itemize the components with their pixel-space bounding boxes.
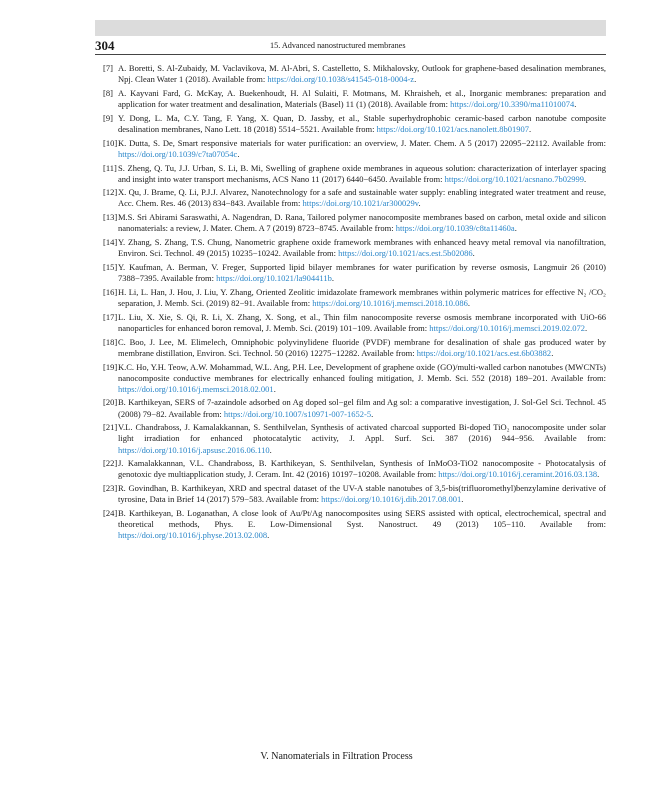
reference-tail: . — [461, 494, 464, 505]
page-footer — [0, 751, 648, 762]
reference-doi-link[interactable]: https://doi.org/10.1016/j.memsci.2018.10.086 — [312, 297, 468, 308]
reference-text: K.C. Ho, Y.H. Teow, A.W. Mohammad, W.L. Ang, P.H. Lee, Development of graphene oxide (GO)/multi-walled carbon nanotubes (MWCNTs) nanocomposite conductive membranes for electrically enhanced fouling mitigation, J. Memb. Sci. 552 (2018) 189−201. Available from: — [118, 361, 606, 383]
part-title: V. Nanomaterials in Filtration Process — [260, 751, 413, 762]
reference-doi-link[interactable]: https://doi.org/10.1016/j.dib.2017.08.001 — [321, 494, 462, 505]
reference-doi-link[interactable]: https://doi.org/10.1007/s10971-007-1652-5 — [223, 408, 372, 419]
reference-tail: . — [574, 98, 577, 109]
reference-item — [95, 422, 606, 455]
reference-doi-link[interactable]: https://doi.org/10.1016/j.memsci.2019.02.072 — [429, 322, 585, 333]
reference-item — [95, 113, 606, 135]
reference-item — [95, 212, 606, 234]
reference-number: [10] — [103, 137, 118, 148]
reference-tail: . — [418, 198, 421, 209]
reference-doi-link[interactable]: https://doi.org/10.1039/c8ta11460a — [395, 223, 515, 234]
reference-doi-link[interactable]: https://doi.org/10.1016/j.physe.2013.02.008 — [118, 530, 268, 541]
reference-tail: . — [331, 273, 334, 284]
reference-number: [13] — [103, 212, 118, 223]
reference-tail: . — [237, 148, 240, 159]
reference-doi-link[interactable]: https://doi.org/10.1016/j.memsci.2018.02.001 — [118, 383, 274, 394]
reference-text: Y. Zhang, S. Zhang, T.S. Chung, Nanometric graphene oxide framework membranes with enhanced heavy metal removal via nanofiltration, Environ. Sci. Technol. 49 (2015) 10235−10242. Available from: — [118, 237, 606, 259]
reference-number: [17] — [103, 311, 118, 322]
reference-item — [95, 63, 606, 85]
reference-text: B. Karthikeyan, B. Loganathan, A close look of Au/Pt/Ag nanocomposites using SERS assisted with optical, electrochemical, spectral and theoretical methods, Phys. E. Low-Dimensional Syst. Nanostruct. 49 (2013) 105−110. Available from: — [118, 508, 606, 530]
reference-item — [95, 287, 606, 309]
reference-text: X. Qu, J. Brame, Q. Li, P.J.J. Alvarez, Nanotechnology for a safe and sustainable water supply: enabling integrated water treatment and reuse, Acc. Chem. Res. 46 (2013) 834−843. Available from: — [118, 187, 606, 209]
reference-text: K. Dutta, S. De, Smart responsive materials for water purification: an overview, J. Mater. Chem. A 5 (2017) 22095−22112. Available from: — [118, 137, 606, 148]
reference-text: L. Liu, X. Xie, S. Qi, R. Li, X. Zhang, X. Song, et al., Thin film nanocomposite reverse osmosis membrane incorporated with UiO-66 nanoparticles for enhanced boron removal, J. Memb. Sci. (2019) 101−109. Available from: — [118, 311, 606, 333]
reference-doi-link[interactable]: https://doi.org/10.1021/acs.est.6b03882 — [416, 347, 552, 358]
reference-number: [12] — [103, 187, 118, 198]
reference-list — [95, 63, 606, 544]
reference-item — [95, 88, 606, 110]
page-number: 304 — [95, 38, 115, 53]
reference-number: [19] — [103, 361, 118, 372]
reference-item — [95, 458, 606, 480]
reference-item — [95, 138, 606, 160]
reference-item — [95, 163, 606, 185]
reference-doi-link[interactable]: https://doi.org/10.1021/acs.est.5b02086 — [338, 248, 473, 259]
reference-text: J. Kamalakkannan, V.L. Chandraboss, B. Karthikeyan, S. Senthilvelan, Synthesis of InMoO3-TiO2 nanocomposite - Photocatalysis of genotoxic dye multiapplication study, J. Ceram. Int. 42 (2016) 10197−10208. Available from: — [118, 458, 606, 480]
reference-tail: . — [267, 530, 270, 541]
reference-text: C. Boo, J. Lee, M. Elimelech, Omniphobic polyvinylidene fluoride (PVDF) membrane for desalination of shale gas produced water by membrane distillation, Environ. Sci. Technol. 50 (2016) 12275−12282. Available from: — [118, 336, 606, 358]
reference-tail: . — [371, 408, 374, 419]
reference-tail: . — [597, 469, 600, 480]
reference-number: [21] — [103, 422, 118, 433]
reference-text: Y. Kaufman, A. Berman, V. Freger, Supported lipid bilayer membranes for water purification by reverse osmosis, Langmuir 26 (2010) 7388−7395. Available from: — [118, 262, 606, 284]
reference-item — [95, 397, 606, 419]
reference-doi-link[interactable]: https://doi.org/10.1016/j.apsusc.2016.06.110 — [118, 444, 270, 455]
reference-tail: . — [514, 223, 517, 234]
header-bar — [95, 20, 606, 36]
reference-item — [95, 187, 606, 209]
reference-doi-link[interactable]: https://doi.org/10.1038/s41545-018-0004-z — [267, 74, 415, 85]
reference-doi-link[interactable]: https://doi.org/10.1021/la904411b — [216, 273, 332, 284]
reference-number: [14] — [103, 237, 118, 248]
reference-tail: . — [584, 322, 588, 333]
reference-tail: . — [583, 173, 587, 184]
reference-item — [95, 508, 606, 541]
running-head: 15. Advanced nanostructured membranes — [270, 41, 406, 50]
reference-item — [95, 262, 606, 284]
reference-item — [95, 483, 606, 505]
reference-text: R. Govindhan, B. Karthikeyan, XRD and spectral dataset of the UV-A stable nanotubes of 3,5-bis(trifluoromethyl)benzylamine derivative of tyrosine, Data in Brief 14 (2017) 579−583. Available from: — [118, 483, 606, 505]
reference-doi-link[interactable]: https://doi.org/10.3390/ma11010074 — [450, 98, 575, 109]
reference-doi-link[interactable]: https://doi.org/10.1021/acs.nanolett.8b01907 — [376, 123, 530, 134]
reference-number: [16] — [103, 286, 118, 297]
reference-tail: . — [529, 123, 532, 134]
reference-doi-link[interactable]: https://doi.org/10.1039/c7ta07054c — [118, 148, 238, 159]
reference-tail: . — [273, 383, 276, 394]
reference-item — [95, 312, 606, 334]
reference-tail: . — [269, 444, 272, 455]
reference-number: [20] — [103, 397, 118, 408]
reference-text: H. Li, L. Han, J. Hou, J. Liu, Y. Zhang, Oriented Zeolitic imidazolate framework membranes within polymeric matrices for effective N₂ /CO₂ separation, J. Memb. Sci. (2019) 82−91. Available from: — [118, 286, 606, 308]
reference-tail: . — [472, 248, 475, 259]
reference-text: A. Kayvani Fard, G. McKay, A. Buekenhoudt, H. Al Sulaiti, F. Motmans, M. Khraisheh, et al., Inorganic membranes: preparation and application for water treatment and desalination, Materials (Basel) 11 (1) (2018). Available from: — [118, 87, 606, 109]
reference-tail: . — [551, 347, 554, 358]
reference-item — [95, 237, 606, 259]
reference-number: [15] — [103, 262, 118, 272]
reference-number: [23] — [103, 483, 118, 494]
page-header — [95, 38, 606, 55]
reference-tail: . — [414, 74, 417, 85]
reference-number: [22] — [103, 458, 118, 469]
reference-number: [9] — [103, 112, 113, 123]
reference-item — [95, 362, 606, 395]
reference-text: B. Karthikeyan, SERS of 7-azaindole adsorbed on Ag doped sol−gel film and Ag sol: a comparative investigation, J. Sol-Gel Sci. Technol. 45 (2008) 79−82. Available from: — [118, 397, 606, 419]
reference-text: M.S. Sri Abirami Saraswathi, A. Nagendran, D. Rana, Tailored polymer nanocomposite membranes based on carbon, metal oxide and silicon nanomaterials: a review, J. Mater. Chem. A 7 (2019) 8723−8745. Available from: — [118, 212, 606, 234]
reference-text: A. Boretti, S. Al-Zubaidy, M. Vaclavikova, M. Al-Abri, S. Castelletto, S. Mikhalovsky, Outlook for graphene-based desalination membranes, Npj. Clean Water 1 (2018). Available from: — [118, 63, 606, 85]
reference-item — [95, 337, 606, 359]
reference-number: [8] — [103, 87, 113, 98]
reference-doi-link[interactable]: https://doi.org/10.1021/ar300029v — [302, 198, 419, 209]
reference-doi-link[interactable]: https://doi.org/10.1016/j.ceramint.2016.03.138 — [438, 469, 598, 480]
reference-text: V.L. Chandraboss, J. Kamalakkannan, S. Senthilvelan, Synthesis of activated charcoal supported Bi-doped TiO₂ nanocomposite under solar light irradiation for enhanced photocatalytic activity, J. Appl. Surf. Sci. 387 (2016) 944−956. Available from: — [118, 422, 606, 444]
reference-text: Y. Dong, L. Ma, C.Y. Tang, F. Yang, X. Quan, D. Jassby, et al., Stable superhydrophobic ceramic-based carbon nanotube composite desalination membranes, Nano Lett. 18 (2018) 5514−5521. Available from: — [118, 112, 606, 134]
reference-number: [24] — [103, 508, 118, 519]
reference-number: [11] — [103, 162, 117, 173]
reference-tail: . — [467, 297, 471, 308]
reference-text: S. Zheng, Q. Tu, J.J. Urban, S. Li, B. Mi, Swelling of graphene oxide membranes in aqueous solution: characterization of interlayer spacing and insight into water transport mechanisms, ACS Nano 11 (2017) 6440−6450. Available from: — [118, 162, 606, 184]
reference-number: [18] — [103, 336, 118, 347]
reference-doi-link[interactable]: https://doi.org/10.1021/acsnano.7b02999 — [444, 173, 584, 184]
reference-number: [7] — [103, 63, 113, 73]
